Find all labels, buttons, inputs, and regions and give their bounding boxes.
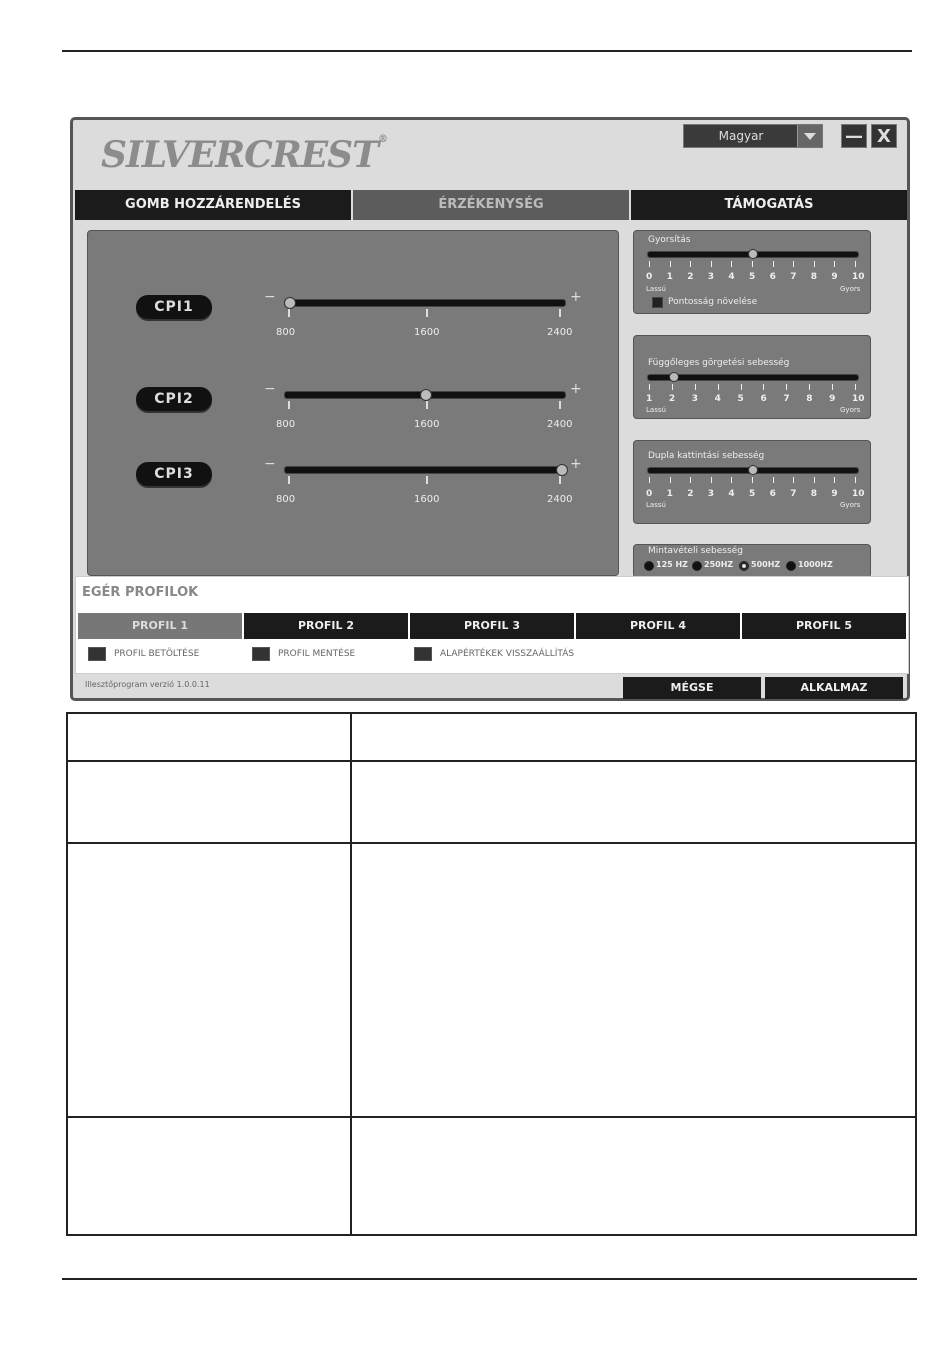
acceleration-fast-label: Gyors — [840, 285, 861, 293]
profiles-section — [75, 576, 909, 674]
acceleration-scale-5: 5 — [749, 272, 756, 282]
double-click-scale-7: 7 — [790, 489, 797, 499]
scroll-speed-scale-1: 1 — [646, 394, 653, 404]
load-profile-label: PROFIL BETÖLTÉSE — [114, 649, 200, 659]
tab-button-assignment[interactable]: GOMB HOZZÁRENDELÉS — [75, 190, 353, 220]
scroll-speed-title: Függőleges görgetési sebesség — [648, 358, 790, 368]
profiles-title: EGÉR PROFILOK — [82, 585, 199, 600]
save-profile-label: PROFIL MENTÉSE — [278, 649, 356, 659]
profile-tabs — [78, 613, 906, 639]
table-cell — [351, 1117, 916, 1235]
double-click-scale-8: 8 — [810, 489, 818, 499]
table-cell — [67, 761, 351, 843]
double-click-scale-6: 6 — [769, 489, 776, 499]
cpi-plus-1[interactable]: + — [570, 289, 582, 305]
scroll-speed-tick-7 — [786, 384, 787, 390]
double-click-tick-4 — [731, 477, 732, 483]
cancel-button[interactable]: MÉGSE — [623, 677, 761, 699]
acceleration-slow-label: Lassú — [646, 285, 666, 293]
cpi-minus-2[interactable]: − — [264, 381, 276, 397]
language-value: Magyar — [718, 129, 764, 143]
scroll-speed-tick-5 — [741, 384, 742, 390]
double-click-tick-2 — [690, 477, 691, 483]
cpi-tick-3-1 — [288, 476, 290, 484]
acceleration-scale-2: 2 — [687, 272, 694, 282]
cpi-tick-3-2 — [426, 476, 428, 484]
table-cell — [351, 843, 916, 1117]
double-click-tick-5 — [752, 477, 753, 483]
cpi-panel — [87, 230, 619, 576]
polling-option-3: 500HZ — [751, 560, 781, 569]
double-click-title: Dupla kattintási sebesség — [648, 451, 765, 461]
double-click-tick-1 — [670, 477, 671, 483]
cpi-slider-1[interactable] — [284, 299, 566, 307]
table-cell — [67, 843, 351, 1117]
acceleration-scale-8: 8 — [810, 272, 818, 282]
tab-profile-3[interactable]: PROFIL 3 — [410, 613, 576, 639]
double-click-tick-3 — [711, 477, 712, 483]
cpi-tick-label-2-1: 800 — [276, 419, 296, 430]
table-cell — [351, 713, 916, 761]
tab-profile-4[interactable]: PROFIL 4 — [576, 613, 742, 639]
cpi-tick-label-2-3: 2400 — [547, 419, 573, 430]
scroll-slow-label: Lassú — [646, 406, 666, 414]
cpi-tick-label-2-2: 1600 — [414, 419, 440, 430]
cpi-tick-1-3 — [559, 309, 561, 317]
chevron-down-icon[interactable] — [797, 125, 822, 147]
acceleration-tick-6 — [773, 261, 774, 267]
double-click-scale-9: 9 — [831, 489, 838, 499]
double-click-scale-0: 0 — [646, 489, 653, 499]
acceleration-scale-1: 1 — [666, 272, 673, 282]
polling-panel — [633, 544, 871, 578]
acceleration-panel — [633, 230, 871, 314]
scroll-speed-tick-6 — [763, 384, 764, 390]
restore-defaults-button[interactable] — [414, 647, 574, 661]
scroll-fast-label: Gyors — [840, 406, 861, 414]
double-click-scale-5: 5 — [749, 489, 756, 499]
double-click-scale-4: 4 — [728, 489, 735, 499]
double-click-tick-7 — [793, 477, 794, 483]
acceleration-title: Gyorsítás — [648, 235, 691, 245]
cpi-minus-1[interactable]: − — [264, 289, 276, 305]
acceleration-tick-3 — [711, 261, 712, 267]
acceleration-scale-9: 9 — [831, 272, 838, 282]
acceleration-scale-4: 4 — [728, 272, 735, 282]
scroll-speed-tick-2 — [672, 384, 673, 390]
cpi-tick-label-1-1: 800 — [276, 327, 296, 338]
minimize-button[interactable]: — — [841, 124, 867, 148]
driver-version: Illesztőprogram verzió 1.0.0.11 — [85, 680, 210, 689]
double-click-panel — [633, 440, 871, 524]
scroll-speed-tick-10 — [855, 384, 856, 390]
acceleration-tick-1 — [670, 261, 671, 267]
scroll-speed-scale-3: 3 — [691, 394, 699, 404]
polling-option-2: 250HZ — [704, 560, 734, 569]
acceleration-scale-6: 6 — [769, 272, 776, 282]
polling-option-4: 1000HZ — [798, 560, 833, 569]
cpi-slider-handle-1[interactable] — [284, 297, 296, 309]
save-profile-button[interactable] — [252, 647, 355, 661]
scroll-speed-tick-8 — [809, 384, 810, 390]
tab-profile-2[interactable]: PROFIL 2 — [244, 613, 410, 639]
scroll-speed-scale-4: 4 — [714, 394, 721, 404]
tab-profile-1[interactable]: PROFIL 1 — [78, 613, 244, 639]
acceleration-tick-9 — [834, 261, 835, 267]
cpi-tick-label-1-2: 1600 — [414, 327, 440, 338]
scroll-speed-scale-6: 6 — [760, 394, 767, 404]
acceleration-tick-4 — [731, 261, 732, 267]
restore-defaults-icon — [414, 647, 432, 661]
scroll-speed-scale-5: 5 — [737, 394, 744, 404]
double-click-slider-handle[interactable] — [748, 465, 758, 475]
language-select[interactable] — [683, 124, 823, 148]
polling-radio-3[interactable] — [739, 561, 749, 571]
bottom-rule — [62, 1278, 917, 1280]
tab-profile-5[interactable]: PROFIL 5 — [742, 613, 906, 639]
cpi-tick-2-3 — [559, 401, 561, 409]
table-cell — [351, 761, 916, 843]
cpi-plus-3[interactable]: + — [570, 456, 582, 472]
double-click-fast-label: Gyors — [840, 501, 861, 509]
double-click-tick-8 — [814, 477, 815, 483]
double-click-tick-0 — [649, 477, 650, 483]
cpi-tick-2-2 — [426, 401, 428, 409]
close-button[interactable]: X — [871, 124, 897, 148]
cpi-button-1[interactable]: CPI1 — [136, 295, 212, 319]
scroll-speed-scale-10: 10 — [852, 394, 865, 404]
cpi-tick-label-3-2: 1600 — [414, 494, 440, 505]
acceleration-tick-2 — [690, 261, 691, 267]
top-rule — [62, 50, 912, 52]
cpi-button-2[interactable]: CPI2 — [136, 387, 212, 411]
acceleration-scale-10: 10 — [852, 272, 865, 282]
cpi-tick-3-3 — [559, 476, 561, 484]
acceleration-scale-7: 7 — [790, 272, 797, 282]
scroll-speed-scale-8: 8 — [806, 394, 813, 404]
scroll-speed-scale-7: 7 — [783, 394, 790, 404]
double-click-slow-label: Lassú — [646, 501, 666, 509]
scroll-speed-scale-2: 2 — [668, 394, 676, 404]
scroll-speed-tick-3 — [695, 384, 696, 390]
cpi-slider-handle-2[interactable] — [420, 389, 432, 401]
acceleration-tick-7 — [793, 261, 794, 267]
cpi-tick-label-3-3: 2400 — [547, 494, 573, 505]
double-click-tick-10 — [855, 477, 856, 483]
cpi-tick-1-2 — [426, 309, 428, 317]
cpi-button-3[interactable]: CPI3 — [136, 462, 212, 486]
tab-support[interactable]: TÁMOGATÁS — [631, 190, 907, 220]
polling-option-1: 125 HZ — [656, 560, 688, 569]
acceleration-tick-5 — [752, 261, 753, 267]
load-profile-icon — [88, 647, 106, 661]
polling-radio-1[interactable] — [644, 561, 654, 571]
acceleration-scale-3: 3 — [707, 272, 715, 282]
load-profile-button[interactable] — [88, 647, 199, 661]
scroll-speed-tick-9 — [832, 384, 833, 390]
acceleration-slider-handle[interactable] — [748, 249, 758, 259]
scroll-speed-panel — [633, 335, 871, 419]
apply-button[interactable]: ALKALMAZ — [765, 677, 903, 699]
acceleration-tick-8 — [814, 261, 815, 267]
acceleration-tick-10 — [855, 261, 856, 267]
double-click-tick-6 — [773, 477, 774, 483]
restore-defaults-label: ALAPÉRTÉKEK VISSZAÁLLÍTÁS — [440, 649, 575, 659]
acceleration-tick-0 — [649, 261, 650, 267]
cpi-plus-2[interactable]: + — [570, 381, 582, 397]
cpi-tick-label-1-3: 2400 — [547, 327, 573, 338]
double-click-scale-3: 3 — [707, 489, 715, 499]
cpi-minus-3[interactable]: − — [264, 456, 276, 472]
tab-sensitivity[interactable]: ÉRZÉKENYSÉG — [353, 190, 631, 220]
cpi-tick-2-1 — [288, 401, 290, 409]
precision-label: Pontosság növelése — [668, 297, 758, 307]
cpi-tick-1-1 — [288, 309, 290, 317]
double-click-tick-9 — [834, 477, 835, 483]
cpi-slider-handle-3[interactable] — [556, 464, 568, 476]
double-click-scale-10: 10 — [852, 489, 865, 499]
table-cell — [67, 1117, 351, 1235]
scroll-speed-tick-1 — [649, 384, 650, 390]
polling-title: Mintavételi sebesség — [648, 546, 743, 556]
save-profile-icon — [252, 647, 270, 661]
double-click-scale-2: 2 — [687, 489, 694, 499]
table-cell — [67, 713, 351, 761]
precision-checkbox[interactable] — [652, 297, 663, 308]
scroll-speed-tick-4 — [718, 384, 719, 390]
main-tabs — [75, 190, 907, 220]
cpi-tick-label-3-1: 800 — [276, 494, 296, 505]
description-table — [66, 712, 917, 1236]
scroll-speed-scale-9: 9 — [829, 394, 836, 404]
double-click-scale-1: 1 — [666, 489, 673, 499]
app-window — [70, 117, 910, 701]
polling-radio-4[interactable] — [786, 561, 796, 571]
brand-logo: SILVERCREST® — [101, 134, 387, 176]
polling-radio-2[interactable] — [692, 561, 702, 571]
cpi-slider-3[interactable] — [284, 466, 566, 474]
acceleration-scale-0: 0 — [646, 272, 653, 282]
